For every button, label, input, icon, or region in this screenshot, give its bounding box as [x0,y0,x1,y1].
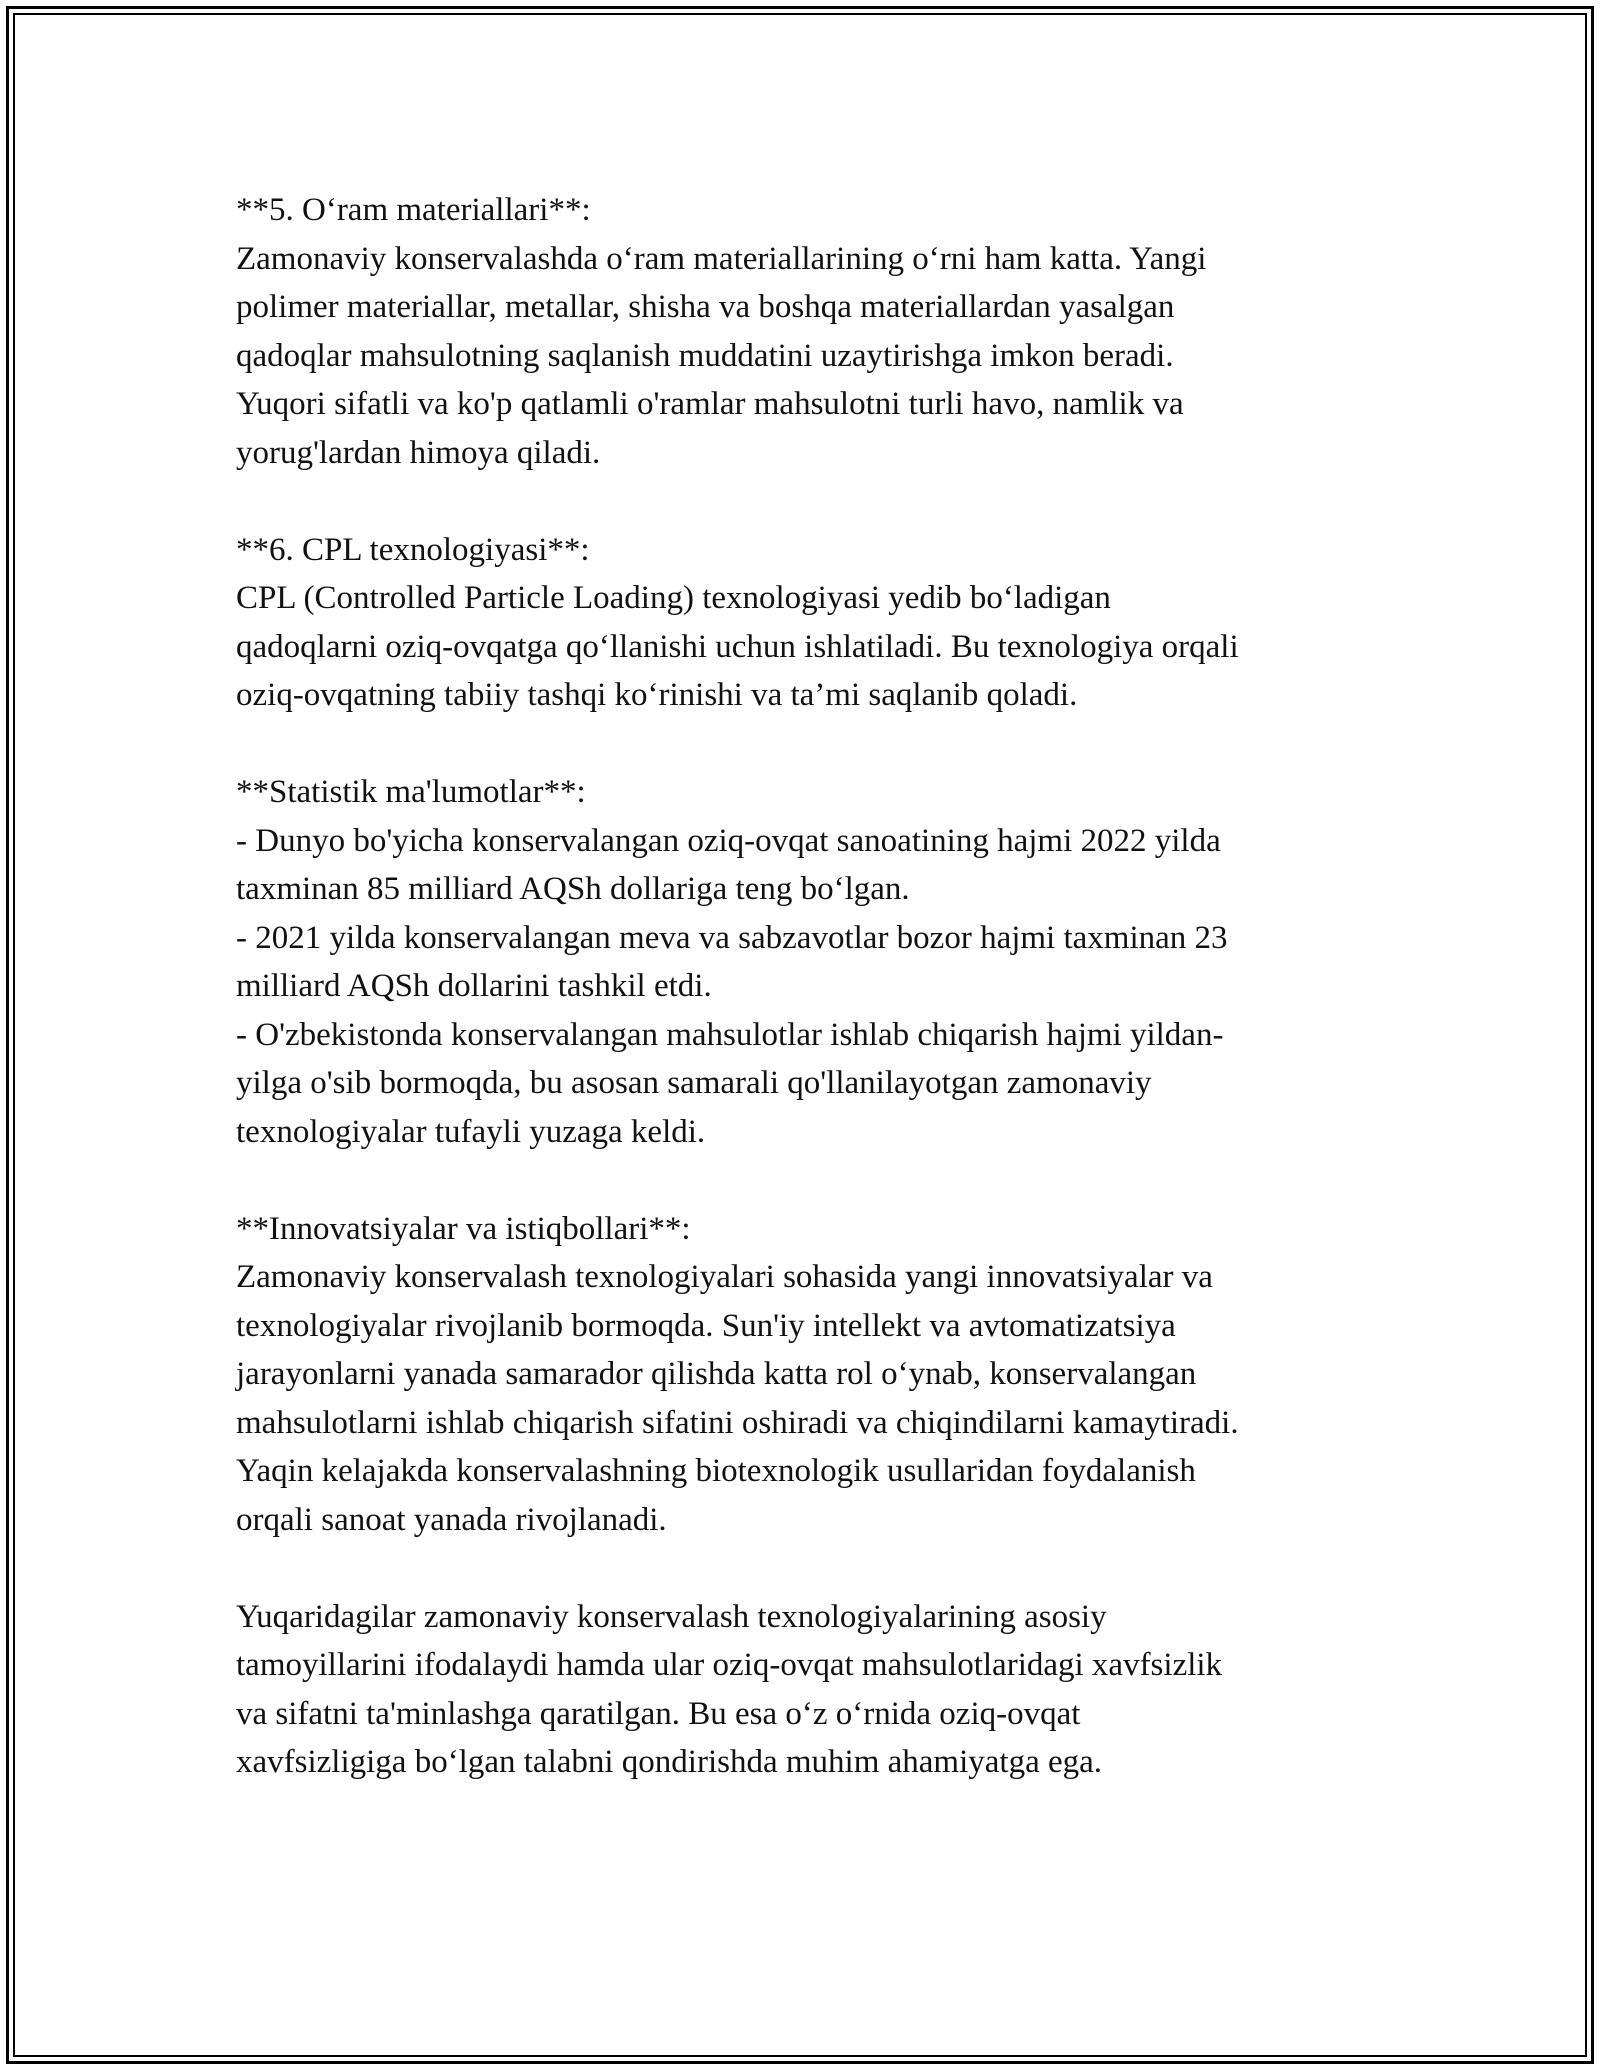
text-line: yorug'lardan himoya qiladi. [236,434,601,471]
section-oram-materiallari [236,186,1366,477]
section-conclusion [236,1593,1366,1787]
section-heading: **6. CPL texnologiyasi**: [236,531,590,568]
list-item-line: - 2021 yilda konservalangan meva va sabzavotlar bozor hajmi taxminan 23 [236,919,1228,956]
section-innovatsiyalar [236,1205,1366,1545]
text-line: va sifatni ta'minlashga qaratilgan. Bu esa o‘z o‘rnida oziq-ovqat [236,1695,1081,1732]
section-heading: **Statistik ma'lumotlar**: [236,774,586,810]
list-item-line: taxminan 85 milliard AQSh dollariga teng bo‘lgan. [236,871,910,907]
text-line: oziq-ovqatning tabiiy tashqi ko‘rinishi va ta’mi saqlanib qoladi. [236,677,1078,713]
list-item-line: - Dunyo bo'yicha konservalangan oziq-ovqat sanoatining hajmi 2022 yilda [236,822,1221,859]
text-line: texnologiyalar rivojlanib bormoqda. Sun'iy intellekt va avtomatizatsiya [236,1307,1176,1344]
text-line: Yuqaridagilar zamonaviy konservalash texnologiyalarining asosiy [236,1598,1107,1635]
text-line: jarayonlarni yanada samarador qilishda katta rol o‘ynab, konservalangan [236,1356,1197,1392]
text-line: orqali sanoat yanada rivojlanadi. [236,1501,667,1538]
text-line: xavfsizligiga bo‘lgan talabni qondirishda muhim ahamiyatga ega. [236,1744,1103,1780]
list-item-line: texnologiyalar tufayli yuzaga keldi. [236,1113,706,1150]
document-body [236,186,1366,1787]
text-line: Yaqin kelajakda konservalashning biotexnologik usullaridan foydalanish [236,1453,1196,1489]
section-heading: **5. O‘ram materiallari**: [236,192,591,228]
text-line: Zamonaviy konservalash texnologiyalari sohasida yangi innovatsiyalar va [236,1259,1213,1295]
list-item-line: - O'zbekistonda konservalangan mahsulotlar ishlab chiqarish hajmi yildan- [236,1016,1224,1053]
text-line: CPL (Controlled Particle Loading) texnologiyasi yedib bo‘ladigan [236,580,1111,616]
section-cpl-texnologiyasi [236,526,1366,720]
text-line: polimer materiallar, metallar, shisha va boshqa materiallardan yasalgan [236,289,1175,325]
text-line: Zamonaviy konservalashda o‘ram materiallarining o‘rni ham katta. Yangi [236,240,1207,277]
list-item-line: milliard AQSh dollarini tashkil etdi. [236,968,712,1004]
text-line: tamoyillarini ifodalaydi hamda ular oziq-ovqat mahsulotlaridagi xavfsizlik [236,1647,1223,1683]
section-statistik-malumotlar [236,768,1366,1156]
text-line: qadoqlarni oziq-ovqatga qo‘llanishi uchun ishlatiladi. Bu texnologiya orqali [236,628,1239,665]
text-line: mahsulotlarni ishlab chiqarish sifatini oshiradi va chiqindilarni kamaytiradi. [236,1404,1239,1441]
text-line: qadoqlar mahsulotning saqlanish muddatini uzaytirishga imkon beradi. [236,337,1174,374]
list-item-line: yilga o'sib bormoqda, bu asosan samarali qo'llanilayotgan zamonaviy [236,1065,1152,1101]
section-heading: **Innovatsiyalar va istiqbollari**: [236,1210,691,1247]
text-line: Yuqori sifatli va ko'p qatlamli o'ramlar mahsulotni turli havo, namlik va [236,386,1184,422]
